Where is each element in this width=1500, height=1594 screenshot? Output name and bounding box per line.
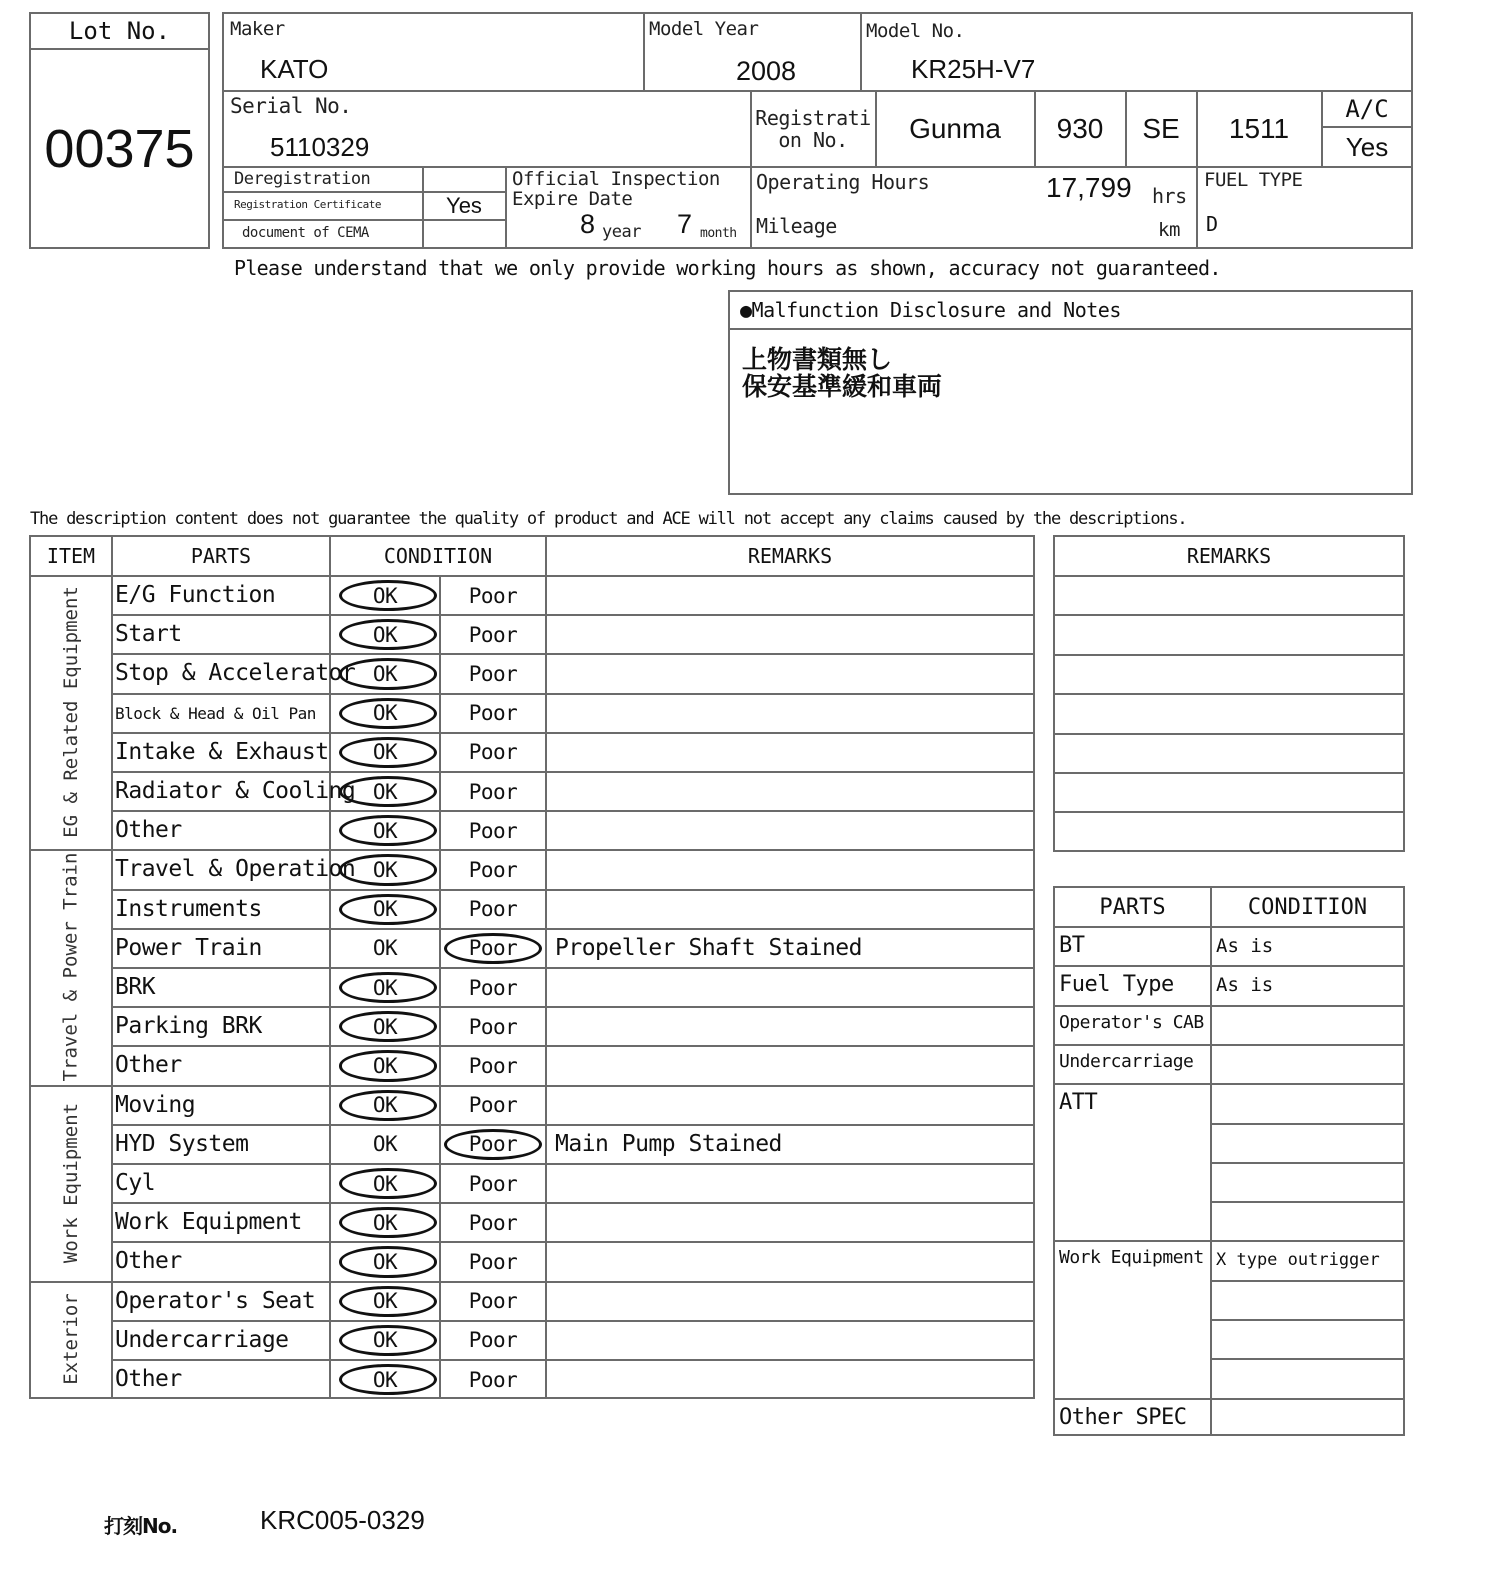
condition-poor[interactable]: Poor [468, 1093, 518, 1118]
part-name: Other [115, 1248, 182, 1275]
lot-no-label: Lot No. [68, 17, 171, 45]
side-part-condition: As is [1216, 974, 1274, 997]
model-year-value: 2008 [736, 56, 797, 86]
group-label: Travel & Power Train [60, 852, 82, 1082]
malfunction-line-2: 保安基準緩和車両 [742, 372, 943, 401]
condition-ok[interactable]: OK [372, 740, 398, 765]
ok-selected-marker [339, 894, 437, 925]
inspection-table [29, 535, 1035, 1399]
inspection-label-line1: Official Inspection [512, 168, 720, 190]
side-part-name: BT [1059, 933, 1085, 958]
side-part-name: Operator's CAB [1059, 1011, 1204, 1033]
condition-poor[interactable]: Poor [468, 1289, 518, 1314]
remark-text: Main Pump Stained [555, 1130, 782, 1157]
ok-selected-marker [339, 1325, 437, 1356]
part-name: E/G Function [115, 582, 276, 608]
part-name: Radiator & Cooling [115, 778, 356, 804]
part-name: Travel & Operation [115, 856, 356, 883]
model-no-label: Model No. [866, 20, 965, 42]
stamp-label: 打刻No. [104, 1514, 178, 1538]
registration-label-line1: Registrati [755, 106, 871, 130]
deregistration-label: Deregistration [234, 169, 371, 189]
operating-hours-value: 17,799 [1046, 172, 1132, 203]
condition-poor[interactable]: Poor [468, 1249, 518, 1274]
condition-poor[interactable]: Poor [468, 857, 518, 882]
part-name: Operator's Seat [115, 1287, 316, 1314]
side-part-name: Work Equipment [1059, 1247, 1204, 1269]
condition-poor[interactable]: Poor [468, 1328, 518, 1353]
header-remarks: REMARKS [747, 544, 833, 568]
side-part-condition: X type outrigger [1216, 1250, 1380, 1271]
group-label: Exterior [60, 1293, 82, 1386]
condition-ok[interactable]: OK [372, 1053, 398, 1078]
condition-poor[interactable]: Poor [468, 779, 518, 804]
remark-text: Propeller Shaft Stained [555, 934, 862, 961]
part-name: Undercarriage [115, 1326, 289, 1353]
deregistration-value [424, 168, 504, 192]
condition-ok[interactable]: OK [372, 1328, 398, 1353]
part-name: Instruments [115, 895, 262, 922]
condition-ok[interactable]: OK [372, 936, 398, 961]
condition-ok[interactable]: OK [372, 661, 398, 686]
part-name: Work Equipment [115, 1209, 302, 1236]
part-name: Parking BRK [115, 1013, 262, 1040]
ac-label: A/C [1345, 95, 1389, 123]
serial-no-value: 5110329 [270, 132, 370, 162]
part-name: Cyl [115, 1170, 156, 1196]
condition-poor[interactable]: Poor [468, 936, 518, 961]
registration-class: 930 [1056, 113, 1104, 144]
side-remarks-header: REMARKS [1186, 544, 1272, 568]
fuel-type-label: FUEL TYPE [1204, 169, 1303, 191]
side-part-name: Fuel Type [1059, 972, 1174, 998]
condition-poor[interactable]: Poor [468, 1053, 518, 1078]
malfunction-title: ●Malfunction Disclosure and Notes [740, 298, 1121, 322]
model-no-value: KR25H-V7 [911, 54, 1036, 84]
poor-selected-marker [444, 1129, 542, 1160]
condition-ok[interactable]: OK [372, 583, 398, 608]
registration-kana: SE [1142, 113, 1180, 144]
condition-ok[interactable]: OK [372, 818, 398, 843]
condition-poor[interactable]: Poor [468, 1014, 518, 1039]
condition-ok[interactable]: OK [372, 1249, 398, 1274]
part-name: Stop & Accelerator [115, 660, 356, 687]
ok-selected-marker [339, 1364, 437, 1395]
side-part-name: Undercarriage [1059, 1050, 1194, 1072]
malfunction-line-1: 上物書類無し [742, 345, 893, 374]
group-label: Work Equipment [60, 1102, 82, 1263]
registration-certificate-value: Yes [446, 192, 482, 218]
side-parts-header-condition: CONDITION [1247, 894, 1368, 920]
condition-poor[interactable]: Poor [468, 1132, 518, 1157]
malfunction-box [728, 290, 1413, 495]
side-parts-table [1053, 886, 1405, 1436]
side-remarks-table [1053, 535, 1405, 852]
ok-selected-marker [339, 854, 437, 885]
hours-unit: hrs [1152, 184, 1187, 208]
ok-selected-marker [339, 1246, 437, 1277]
condition-ok[interactable]: OK [372, 622, 398, 647]
part-name: Start [115, 621, 182, 648]
condition-poor[interactable]: Poor [468, 1210, 518, 1235]
registration-no-label [752, 92, 874, 166]
condition-ok[interactable]: OK [372, 1171, 398, 1196]
operating-hours-label: Operating Hours [756, 170, 930, 194]
part-name: Block & Head & Oil Pan [115, 703, 316, 723]
group-label: EG & Related Equipment [60, 586, 83, 839]
condition-poor[interactable]: Poor [468, 818, 518, 843]
header-item: ITEM [46, 544, 96, 568]
registration-certificate-label: Registration Certificate [234, 198, 381, 211]
ok-selected-marker [339, 1090, 437, 1121]
part-name: Power Train [115, 934, 262, 961]
stamp-value: KRC005-0329 [260, 1505, 425, 1535]
header-condition: CONDITION [383, 544, 493, 568]
hours-disclaimer: Please understand that we only provide working hours as shown, accuracy not guaranteed. [234, 256, 1221, 280]
model-year-label: Model Year [649, 18, 759, 40]
poor-selected-marker [444, 933, 542, 964]
condition-ok[interactable]: OK [372, 1367, 398, 1392]
registration-label-line2: on No. [778, 128, 848, 152]
ok-selected-marker [339, 1050, 437, 1081]
ok-selected-marker [339, 658, 437, 689]
condition-poor[interactable]: Poor [468, 661, 518, 686]
ok-selected-marker [339, 1168, 437, 1199]
condition-poor[interactable]: Poor [468, 1171, 518, 1196]
part-name: Other [115, 1366, 182, 1392]
fuel-type-value: D [1206, 212, 1219, 236]
condition-ok[interactable]: OK [372, 857, 398, 882]
maker-value: KATO [260, 54, 329, 84]
ac-value: Yes [1345, 131, 1389, 162]
condition-poor[interactable]: Poor [468, 975, 518, 1000]
registration-number: 1511 [1228, 113, 1290, 144]
condition-poor[interactable]: Poor [468, 1367, 518, 1392]
ok-selected-marker [339, 737, 437, 768]
serial-no-label: Serial No. [230, 94, 352, 118]
ok-selected-marker [339, 698, 437, 729]
condition-ok[interactable]: OK [372, 1132, 398, 1157]
lot-no-box [29, 12, 210, 249]
condition-ok[interactable]: OK [372, 975, 398, 1000]
part-name: HYD System [115, 1130, 249, 1157]
part-name: Moving [115, 1091, 196, 1118]
condition-poor[interactable]: Poor [468, 701, 518, 726]
side-part-condition: As is [1216, 935, 1274, 957]
registration-region: Gunma [909, 113, 1001, 144]
inspection-year-unit: year [602, 222, 641, 242]
part-name: BRK [115, 974, 156, 1000]
ok-selected-marker [339, 580, 437, 611]
cema-label: document of CEMA [242, 225, 369, 241]
ok-selected-marker [339, 972, 437, 1003]
condition-poor[interactable]: Poor [468, 583, 518, 608]
maker-label: Maker [230, 18, 285, 40]
header-parts: PARTS [190, 544, 252, 568]
description-disclaimer: The description content does not guarantee the quality of product and ACE will not accept any claims caused by the descriptions. [30, 509, 1187, 529]
condition-ok[interactable]: OK [372, 1210, 398, 1235]
inspection-month: 7 [677, 209, 693, 239]
condition-poor[interactable]: Poor [468, 897, 518, 922]
condition-ok[interactable]: OK [372, 1014, 398, 1039]
part-name: Other [115, 817, 182, 844]
condition-poor[interactable]: Poor [468, 740, 518, 765]
mileage-label: Mileage [756, 214, 837, 238]
mileage-unit: km [1158, 219, 1180, 241]
condition-ok[interactable]: OK [372, 897, 398, 922]
side-parts-header-parts: PARTS [1099, 894, 1166, 920]
ok-selected-marker [339, 776, 437, 807]
side-part-name: ATT [1059, 1090, 1098, 1116]
lot-no-value: 00375 [44, 118, 195, 179]
condition-ok[interactable]: OK [372, 701, 398, 726]
ok-selected-marker [339, 1286, 437, 1317]
cema-value [424, 221, 504, 247]
vehicle-info-box [222, 12, 1413, 249]
condition-ok[interactable]: OK [372, 779, 398, 804]
condition-ok[interactable]: OK [372, 1289, 398, 1314]
part-name: Intake & Exhaust [115, 738, 329, 765]
inspection-year: 8 [580, 209, 596, 239]
condition-poor[interactable]: Poor [468, 622, 518, 647]
inspection-month-unit: month [700, 226, 737, 241]
side-part-name: Other SPEC [1059, 1404, 1187, 1430]
inspection-label-line2: Expire Date [512, 188, 633, 210]
condition-ok[interactable]: OK [372, 1093, 398, 1118]
part-name: Other [115, 1052, 182, 1079]
